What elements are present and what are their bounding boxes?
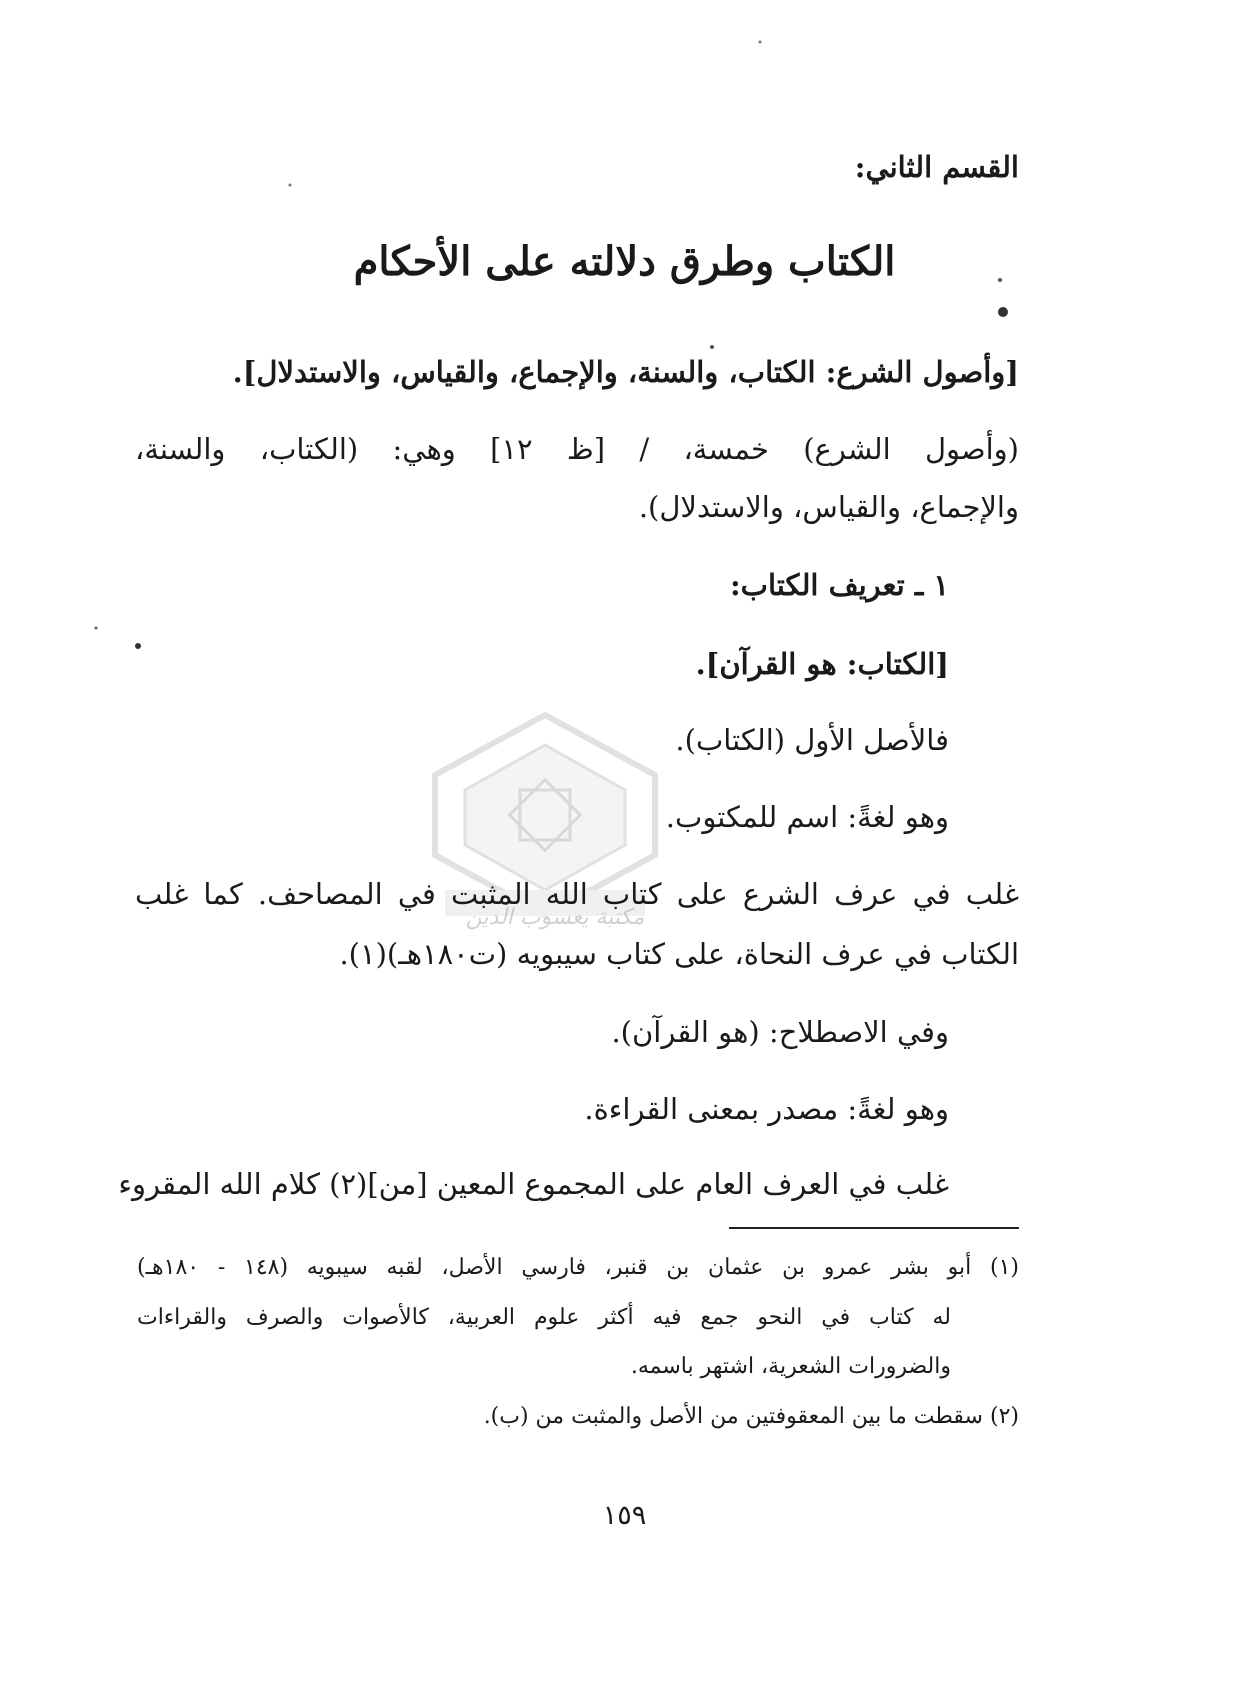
paragraph-line: الكتاب في عرف النحاة، على كتاب سيبويه (ت١٨٠هـ)(١). xyxy=(339,937,1019,971)
watermark-text: مكتبة يعسوب الدين xyxy=(465,905,645,930)
footnote-line: (١) أبو بشر عمرو بن عثمان بن قنبر، فارسي الأصل، لقبه سيبويه (١٤٨ - ١٨٠هـ) xyxy=(137,1255,1020,1280)
paragraph-line: غلب في عرف الشرع على كتاب الله المثبت في المصاحف. كما غلب xyxy=(135,877,1019,911)
footnote-line: (٢) سقطت ما بين المعقوفتين من الأصل والمثبت من (ب). xyxy=(483,1404,1019,1429)
paragraph-line: فالأصل الأول (الكتاب). xyxy=(675,723,949,757)
paragraph-line: وهو لغةً: مصدر بمعنى القراءة. xyxy=(584,1092,949,1126)
footnote-line: والضرورات الشعرية، اشتهر باسمه. xyxy=(630,1354,951,1379)
subheading: ١ ـ تعريف الكتاب: xyxy=(729,568,949,602)
paragraph-line: (وأصول الشرع) خمسة، / [ظ ١٢] وهي: (الكتاب، والسنة، xyxy=(135,432,1019,466)
paragraph-line: والإجماع، والقياس، والاستدلال). xyxy=(638,490,1019,524)
paragraph-line: وهو لغةً: اسم للمكتوب. xyxy=(665,800,949,834)
chapter-title: الكتاب وطرق دلالته على الأحكام xyxy=(353,238,896,285)
footnote-divider xyxy=(729,1227,1019,1229)
page-number: ١٥٩ xyxy=(602,1500,647,1531)
footnote-line: له كتاب في النحو جمع فيه أكثر علوم العربية، كالأصوات والصرف والقراءات xyxy=(137,1305,951,1330)
paragraph-line: وفي الاصطلاح: (هو القرآن). xyxy=(611,1015,949,1049)
section-label: القسم الثاني: xyxy=(854,150,1019,184)
paragraph-line: غلب في العرف العام على المجموع المعين [من](٢) كلام الله المقروء xyxy=(118,1167,949,1201)
bracketed-matn-2: [الكتاب: هو القرآن]. xyxy=(695,647,949,681)
bracketed-matn-1: [وأصول الشرع: الكتاب، والسنة، والإجماع، والقياس، والاستدلال]. xyxy=(232,355,1019,389)
